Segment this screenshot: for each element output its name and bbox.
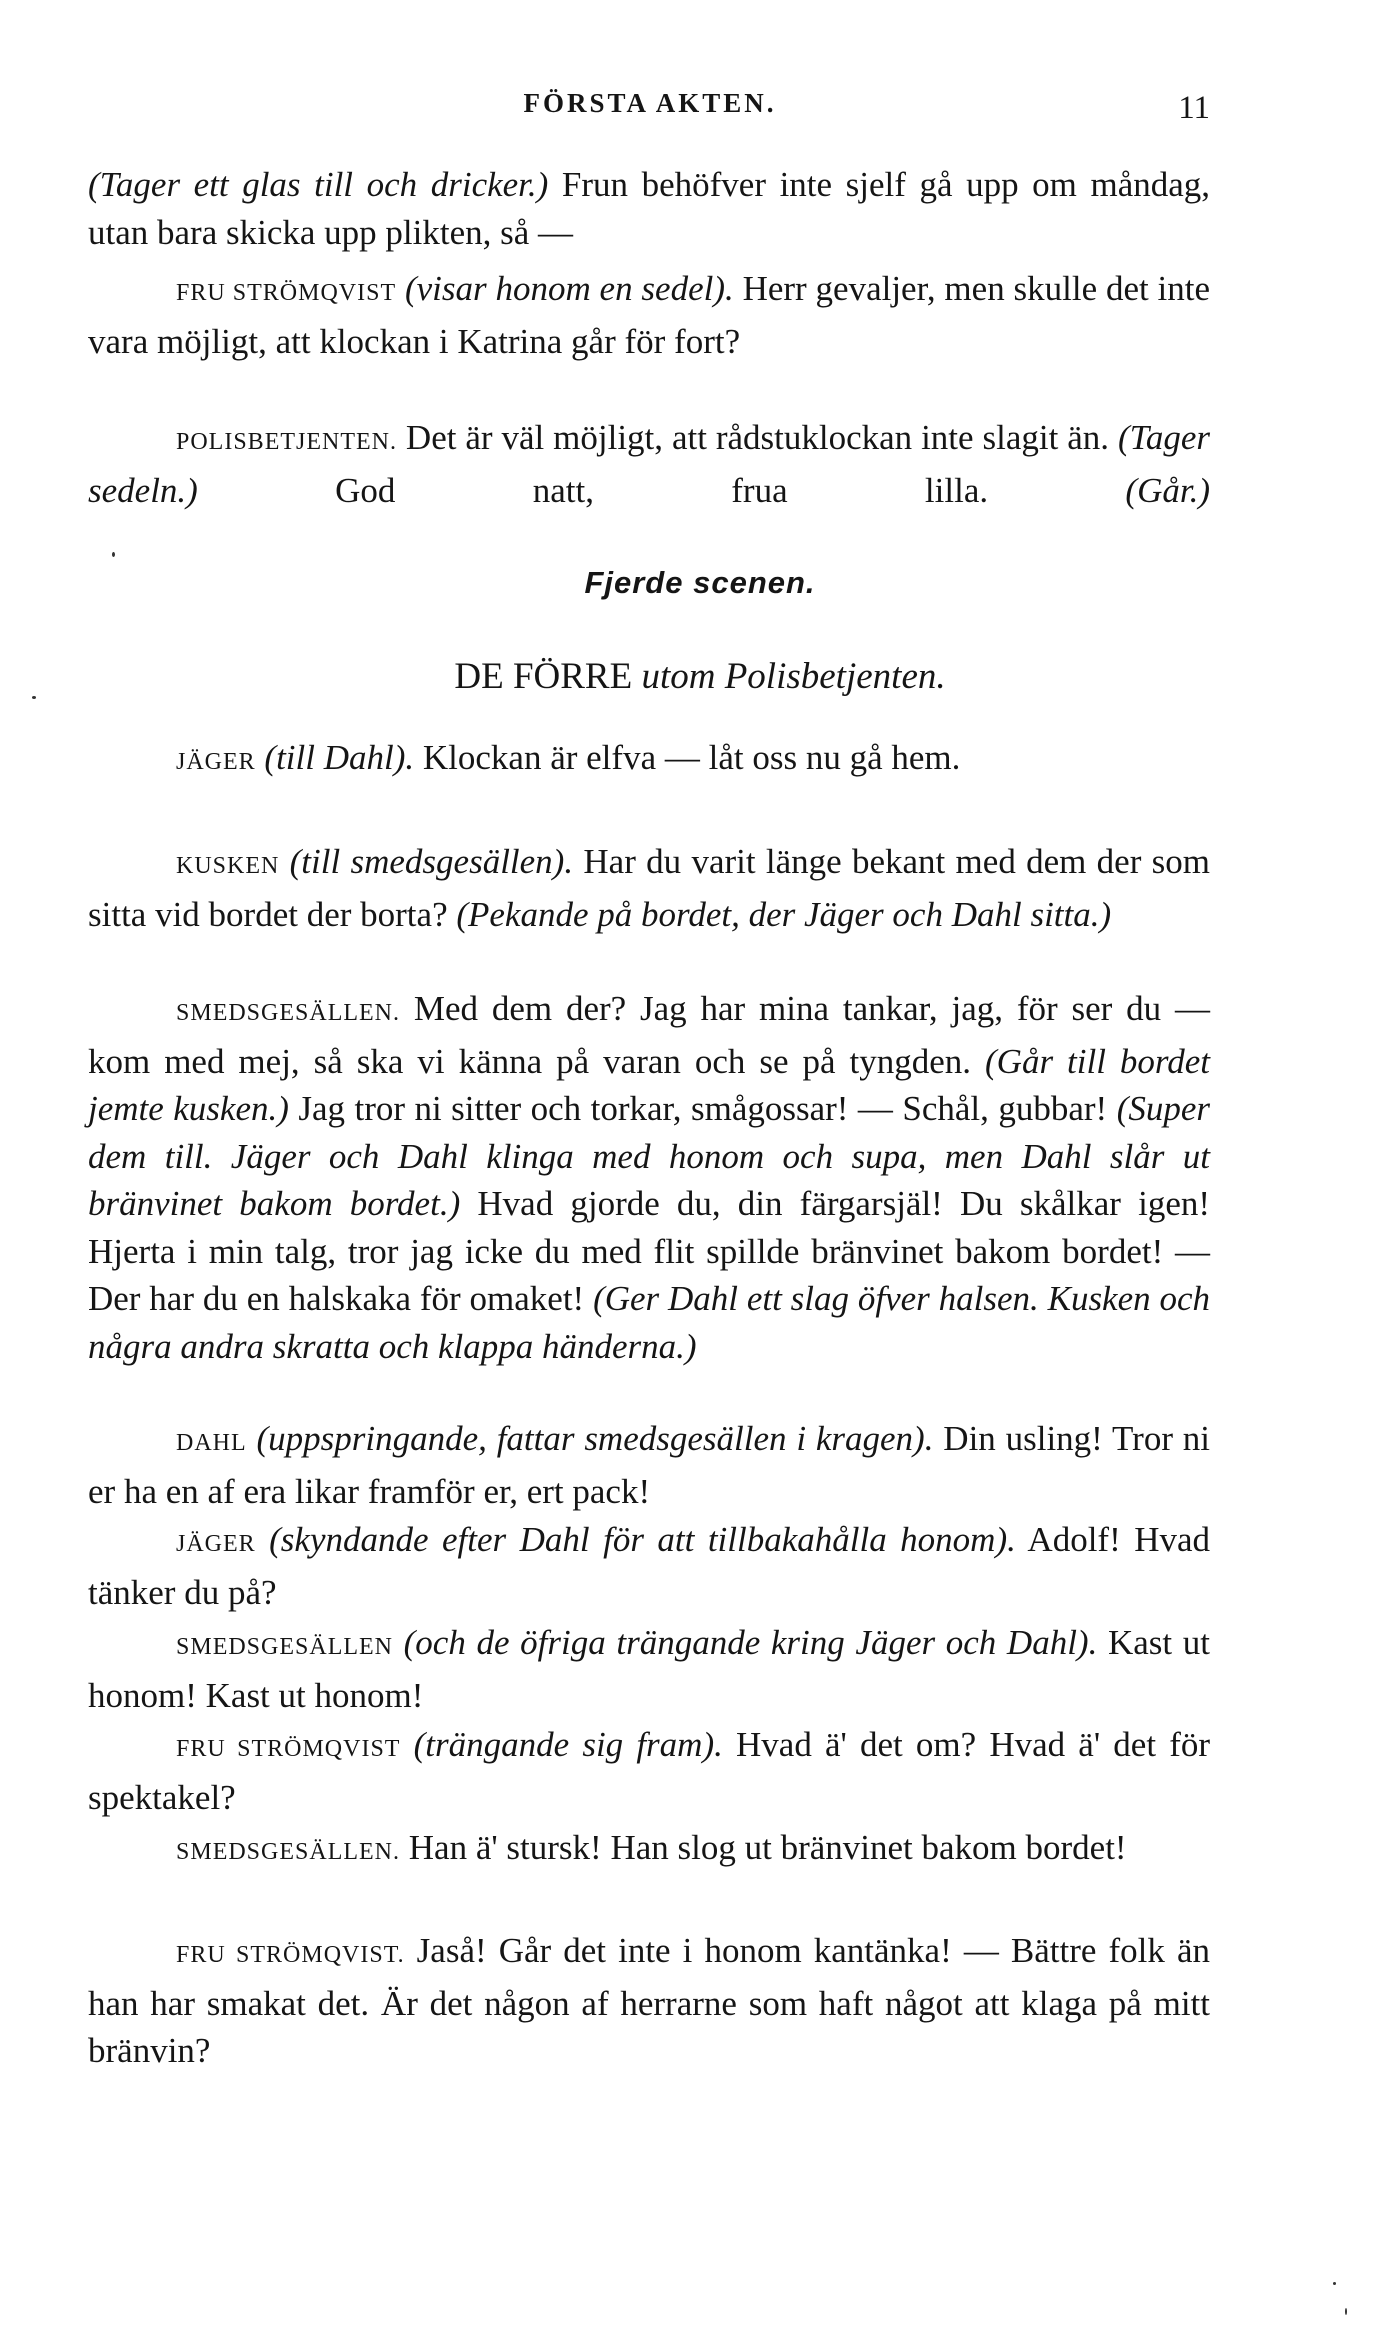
speaker-name: SMEDSGESÄLLEN <box>176 1634 394 1660</box>
dialogue-text: God natt, frua lilla. <box>335 470 989 510</box>
stage-direction: (Går till bordet jemte kusken.) <box>88 1041 1211 1128</box>
stage-direction: (till smedsgesällen). <box>289 842 574 881</box>
paragraph-7 <box>88 1415 1210 1515</box>
speaker-name: JÄGER <box>176 1531 256 1557</box>
dialogue-text: Har du varit länge bekant med dem der som sitta vid bordet der borta? <box>88 842 1210 934</box>
stage-direction: (visar honom en sedel). <box>404 269 734 308</box>
speaker-name: JÄGER <box>176 749 256 775</box>
stage-direction: (trängande sig fram). <box>413 1725 723 1764</box>
scene-title: Fjerde scenen. <box>584 565 816 600</box>
paragraph-11 <box>88 1824 1210 1877</box>
speaker-name: POLISBETJENTEN. <box>176 429 397 455</box>
cast-note: utom Polisbetjenten. <box>641 656 946 697</box>
dialogue-text: Herr gevaljer, men skulle det inte vara möjligt, att klockan i Katrina går för fort? <box>88 269 1211 361</box>
paragraph-3 <box>88 414 1210 514</box>
speaker-name: KUSKEN <box>176 853 280 879</box>
running-head <box>90 88 1210 138</box>
dialogue-text: Adolf! Hvad tänker du på? <box>88 1520 1211 1612</box>
paragraph-12 <box>88 1927 1210 2075</box>
stage-direction: (Pekande på bordet, der Jäger och Dahl sitta.) <box>456 894 1112 934</box>
stage-direction: (Går.) <box>1125 470 1210 510</box>
cast-caps: DE FÖRRE <box>454 656 633 697</box>
stage-direction: (till Dahl). <box>264 738 415 777</box>
dialogue-text: Kast ut honom! Kast ut honom! <box>88 1623 1210 1715</box>
paragraph-1 <box>88 161 1210 256</box>
dialogue-text: Klockan är elfva — låt oss nu gå hem. <box>422 738 961 777</box>
cast-line <box>0 655 1400 698</box>
dialogue-text: Jag tror ni sitter och torkar, smågossar! — Schål, gubbar! <box>298 1089 1108 1128</box>
dialogue-text: Hvad gjorde du, din färgarsjäl! Du skålkar igen! Hjerta i min talg, tror jag icke du med flit spillde bränvinet bakom bordet! — Der har du en halskaka för omaket! <box>88 1184 1211 1318</box>
stage-direction: (Tager sedeln.) <box>88 418 1211 510</box>
stage-direction: (uppspringande, fattar smedsgesällen i kragen). <box>256 1419 934 1458</box>
stage-direction: (Ger Dahl ett slag öfver halsen. Kusken och några andra skratta och klappa händerna.) <box>88 1279 1211 1366</box>
speaker-name: FRU STRÖMQVIST. <box>176 1942 405 1968</box>
dialogue-text: Han ä' stursk! Han slog ut bränvinet bakom bordet! <box>408 1828 1127 1867</box>
paragraph-4 <box>88 734 1210 787</box>
dialogue-text: Frun behöfver inte sjelf gå upp om måndag, utan bara skicka upp plikten, så — <box>88 165 1211 252</box>
speaker-name: FRU STRÖMQVIST <box>176 280 397 306</box>
scan-speck <box>1345 2308 1347 2315</box>
paragraph-5 <box>88 838 1210 938</box>
stage-direction: (Tager ett glas till och dricker.) <box>88 165 549 204</box>
speaker-name: DAHL <box>176 1430 247 1456</box>
paragraph-2 <box>88 265 1210 365</box>
speaker-name: SMEDSGESÄLLEN. <box>176 1000 401 1026</box>
speaker-name: FRU STRÖMQVIST <box>176 1736 401 1762</box>
running-head-title: FÖRSTA AKTEN. <box>523 88 777 118</box>
paragraph-10 <box>88 1721 1210 1821</box>
dialogue-text: Din usling! Tror ni er ha en af era likar framför er, ert pack! <box>88 1419 1211 1511</box>
stage-direction: (skyndande efter Dahl för att tillbakahålla honom). <box>269 1520 1016 1559</box>
stage-direction: (Super dem till. Jäger och Dahl klinga med honom och supa, men Dahl slår ut bränvinet bakom bordet.) <box>88 1089 1210 1223</box>
scan-speck <box>1333 2282 1336 2285</box>
stage-direction: (och de öfriga trängande kring Jäger och Dahl). <box>403 1623 1098 1662</box>
dialogue-text: Jaså! Går det inte i honom kantänka! — Bättre folk än han har smakat det. Är det någon af herrarne som haft något att klaga på mitt bränvin? <box>88 1931 1210 2070</box>
page-number: 11 <box>1178 90 1210 126</box>
dialogue-text: Hvad ä' det om? Hvad ä' det för spektakel? <box>88 1725 1211 1817</box>
paragraph-8 <box>88 1516 1210 1616</box>
speaker-name: SMEDSGESÄLLEN. <box>176 1839 401 1865</box>
scan-speck <box>32 696 36 699</box>
dialogue-text: Det är väl möjligt, att rådstuklockan inte slagit än. <box>405 418 1110 457</box>
paragraph-9 <box>88 1619 1210 1719</box>
paragraph-6 <box>88 985 1210 1370</box>
scan-speck <box>112 552 115 557</box>
dialogue-text: Med dem der? Jag har mina tankar, jag, för ser du — kom med mej, så ska vi känna på varan och se på tyngden. <box>88 989 1210 1081</box>
